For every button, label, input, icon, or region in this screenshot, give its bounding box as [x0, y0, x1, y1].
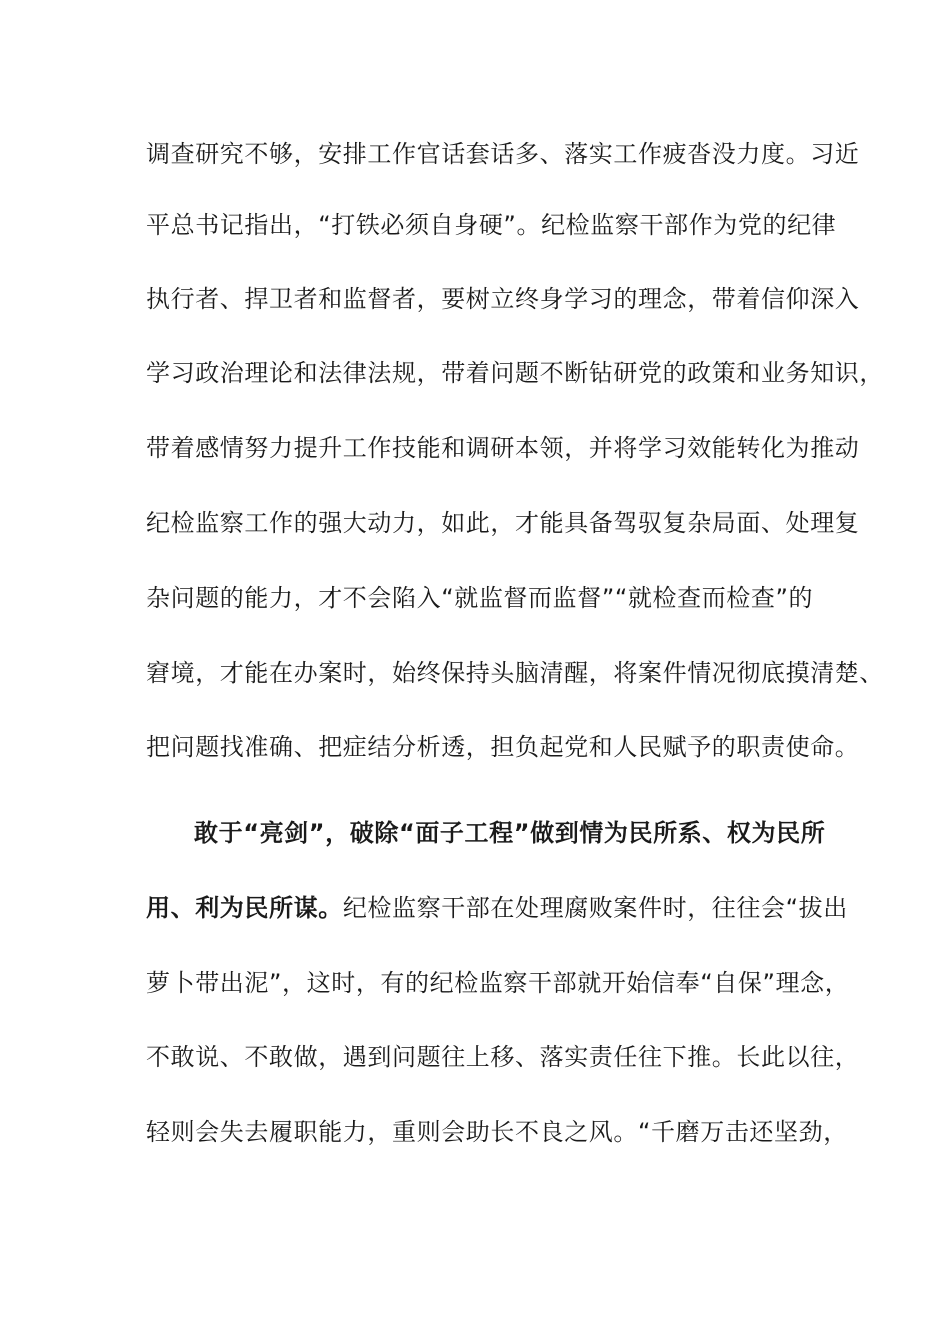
text-line: 轻则会失去履职能力，重则会助长不良之风。“千磨万击还坚劲， — [146, 1118, 848, 1146]
text-line: 纪检监察工作的强大动力，如此，才能具备驾驭复杂局面、处理复 — [146, 509, 860, 537]
text-line: 带着感情努力提升工作技能和调研本领，并将学习效能转化为推动 — [146, 434, 860, 462]
text-line — [146, 893, 848, 923]
text-line: 执行者、捍卫者和监督者，要树立终身学习的理念，带着信仰深入 — [146, 285, 860, 313]
text-line: 调查研究不够，安排工作官话套话多、落实工作疲沓没力度。习近 — [146, 140, 860, 168]
paragraph-heading-end: 用、利为民所谋。 — [146, 894, 343, 922]
paragraph-heading: 敢于“亮剑”，破除“面子工程”做到情为民所系、权为民所 — [194, 819, 826, 847]
text-line: 把问题找准确、把症结分析透，担负起党和人民赋予的职责使命。 — [146, 733, 860, 761]
text-line: 平总书记指出，“打铁必须自身硬”。纪检监察干部作为党的纪律 — [146, 211, 837, 239]
text-line: 不敢说、不敢做，遇到问题往上移、落实责任往下推。长此以往， — [146, 1043, 860, 1071]
text-line: 窘境，才能在办案时，始终保持头脑清醒，将案件情况彻底摸清楚、 — [146, 659, 884, 687]
text-line: 学习政治理论和法律法规，带着问题不断钻研党的政策和业务知识， — [146, 359, 884, 387]
text-line: 萝卜带出泥”，这时，有的纪检监察干部就开始信奉“自保”理念， — [146, 969, 850, 997]
text-run: 纪检监察干部在处理腐败案件时，往往会“拔出 — [342, 894, 848, 922]
text-line: 杂问题的能力，才不会陷入“就监督而监督”“就检查而检查”的 — [146, 584, 814, 612]
